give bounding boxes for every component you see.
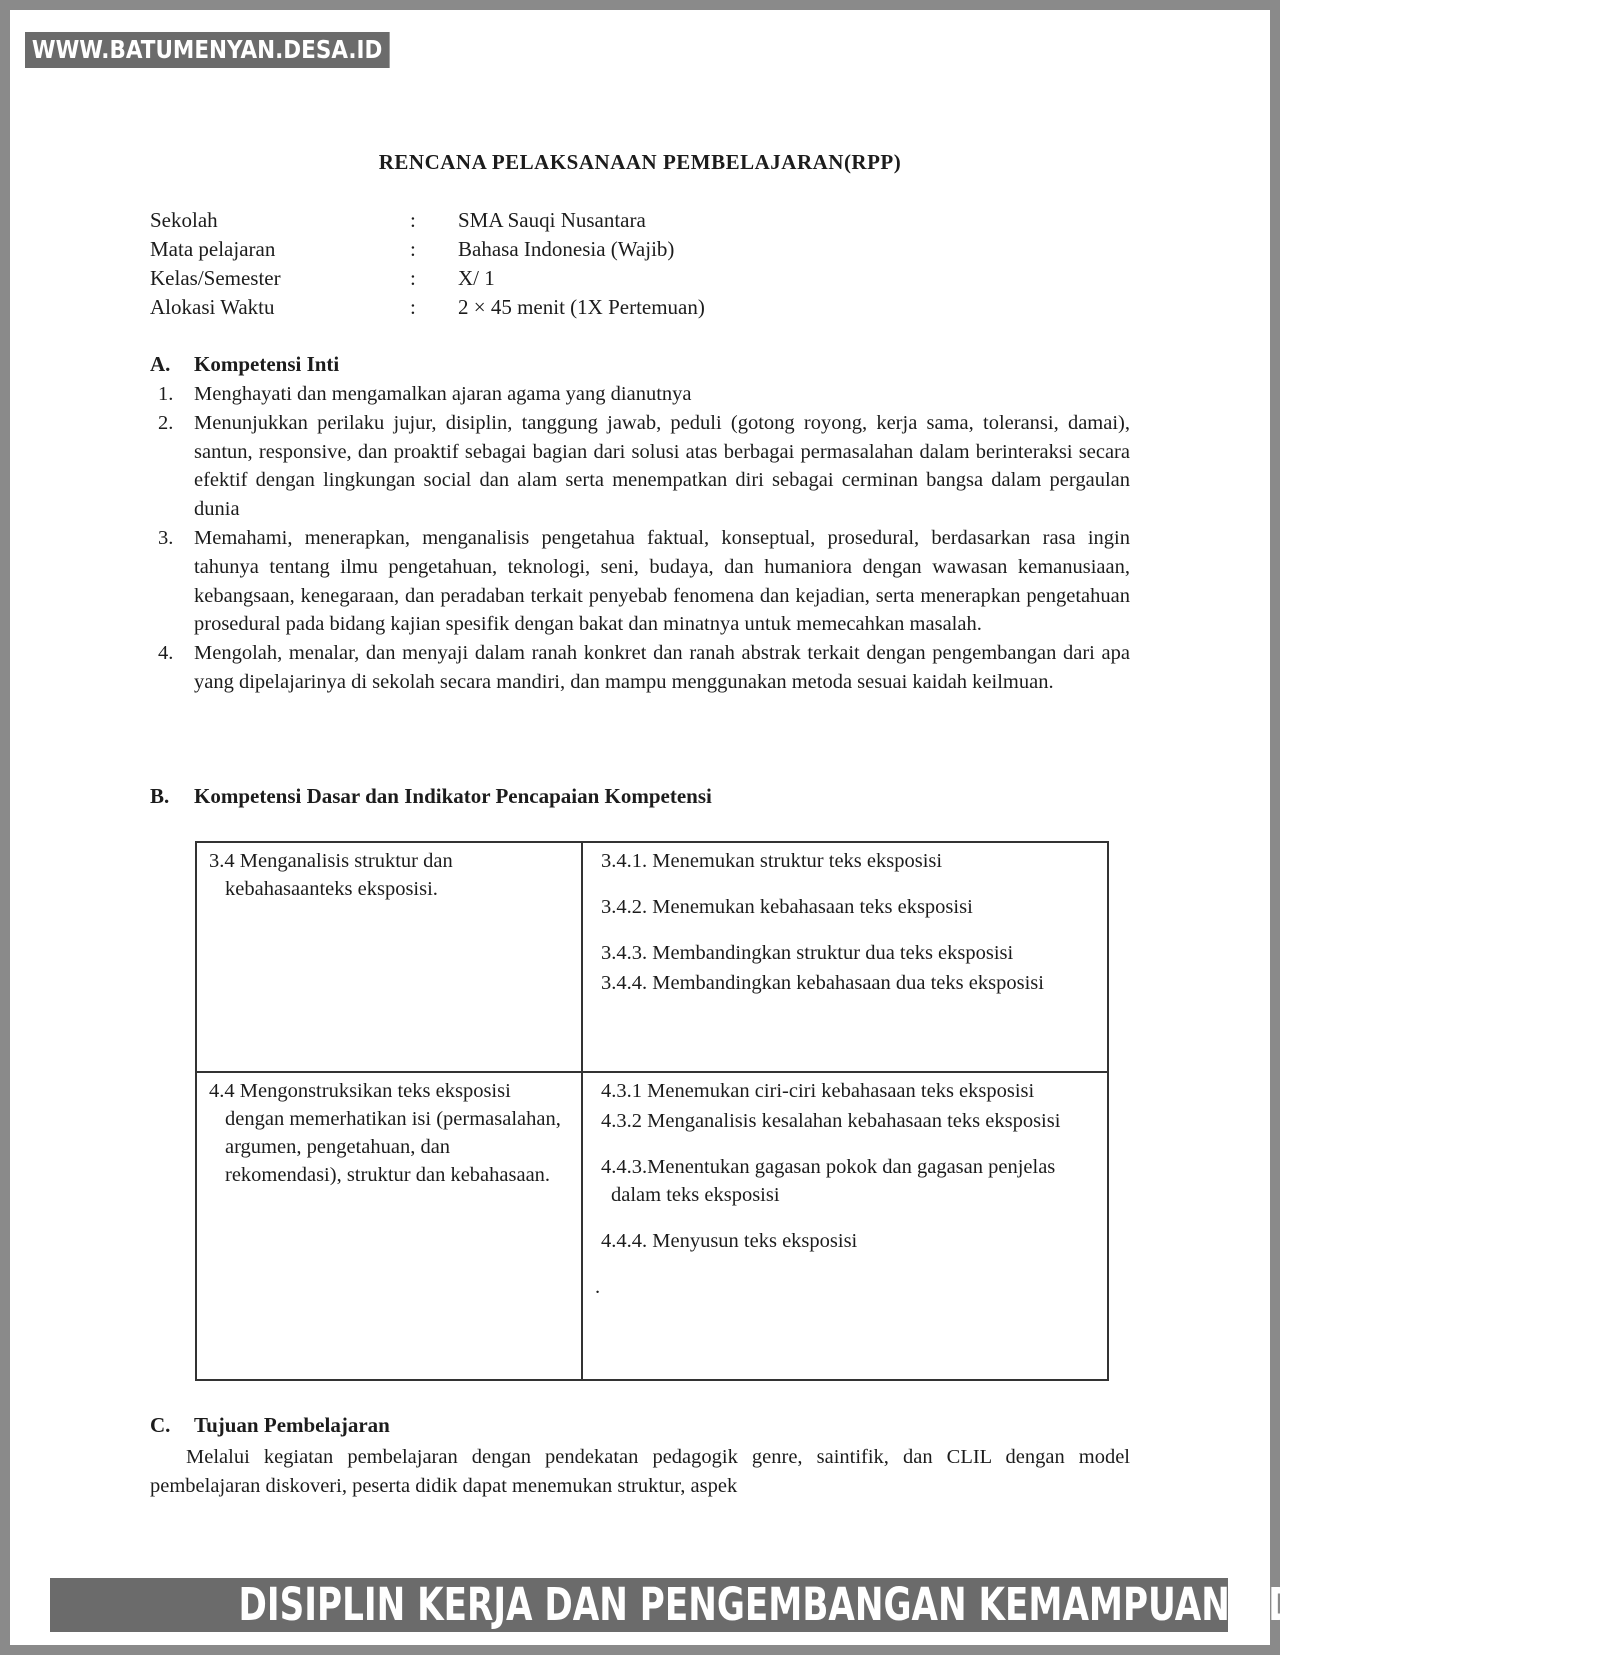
info-separator: : bbox=[410, 237, 416, 261]
info-value: SMA Sauqi Nusantara bbox=[458, 208, 646, 232]
indicator-item: 4.3.1 Menemukan ciri-ciri kebahasaan teks eksposisi bbox=[601, 1080, 1035, 1102]
info-separator: : bbox=[410, 266, 416, 290]
section-letter: A. bbox=[150, 352, 171, 376]
identity-block bbox=[150, 206, 705, 322]
section-a-heading bbox=[150, 352, 339, 377]
basic-competence-text: 3.4 Menganalisis struktur dan kebahasaanteks eksposisi. bbox=[209, 850, 453, 900]
section-c-heading bbox=[150, 1413, 390, 1438]
document-title: RENCANA PELAKSANAAN PEMBELAJARAN(RPP) bbox=[378, 150, 902, 174]
list-text: Mengolah, menalar, dan menyaji dalam ranah konkret dan ranah abstrak terkait dengan pengembangan dari apa yang dipelajarinya di sekolah secara mandiri, dan mampu menggunakan metoda sesuai kaidah keilmuan. bbox=[194, 642, 1130, 693]
info-label: Kelas/Semester bbox=[150, 266, 281, 290]
site-watermark: WWW.BATUMENYAN.DESA.ID bbox=[25, 32, 389, 68]
trailing-mark: . bbox=[595, 1276, 601, 1298]
section-title: Tujuan Pembelajaran bbox=[194, 1413, 390, 1437]
indicator-item: 4.3.2 Menganalisis kesalahan kebahasaan teks eksposisi bbox=[601, 1110, 1061, 1132]
section-letter: B. bbox=[150, 784, 170, 808]
section-b-heading bbox=[150, 784, 712, 809]
section-title: Kompetensi Dasar dan Indikator Pencapaian Kompetensi bbox=[194, 784, 712, 808]
info-row-class bbox=[150, 264, 705, 293]
caption-banner bbox=[50, 1578, 1433, 1632]
info-row-school bbox=[150, 206, 705, 235]
indicator-cell bbox=[582, 1072, 1108, 1380]
indicator-item: 4.4.3.Menentukan gagasan pokok dan gagasan penjelas dalam teks eksposisi bbox=[601, 1156, 1056, 1206]
basic-competence-cell bbox=[196, 1072, 582, 1380]
list-number: 1. bbox=[158, 383, 174, 405]
list-item bbox=[158, 524, 1130, 639]
info-row-time bbox=[150, 293, 705, 322]
basic-competence-text: 4.4 Mengonstruksikan teks eksposisi dengan memerhatikan isi (permasalahan, argumen, pengetahuan, dan rekomendasi), struktur dan kebahasaan. bbox=[209, 1080, 561, 1186]
competence-table bbox=[195, 841, 1109, 1381]
section-title: Kompetensi Inti bbox=[194, 352, 340, 376]
list-item bbox=[158, 380, 1130, 409]
indicator-cell bbox=[582, 842, 1108, 1072]
caption-text: DISIPLIN KERJA DAN PENGEMBANGAN KEMAMPUAN ADAPTASI bbox=[238, 1578, 1433, 1631]
indicator-item: 3.4.2. Menemukan kebahasaan teks eksposisi bbox=[601, 896, 973, 918]
table-row bbox=[196, 842, 1108, 1072]
indicator-item: 3.4.4. Membandingkan kebahasaan dua teks eksposisi bbox=[601, 972, 1044, 994]
info-separator: : bbox=[410, 295, 416, 319]
list-text: Menunjukkan perilaku jujur, disiplin, tanggung jawab, peduli (gotong royong, kerja sama, toleransi, damai), santun, responsive, dan proaktif sebagai bagian dari solusi atas berbagai permasalahan dalam berinteraksi secara efektif dengan lingkungan social dan alam serta menempatkan diri sebagai cerminan bangsa dalam pergaulan dunia bbox=[194, 411, 1130, 521]
core-competence-list bbox=[158, 380, 1130, 697]
info-value: 2 × 45 menit (1X Pertemuan) bbox=[458, 295, 705, 319]
list-number: 3. bbox=[158, 526, 174, 549]
indicator-item: 3.4.1. Menemukan struktur teks eksposisi bbox=[601, 850, 943, 872]
table-row bbox=[196, 1072, 1108, 1380]
list-text: Memahami, menerapkan, menganalisis pengetahua faktual, konseptual, prosedural, berdasarkan rasa ingin tahunya tentang ilmu pengetahuan, teknologi, seni, budaya, dan humaniora dengan wawasan kemanusiaan, kebangsaan, kenegaraan, dan peradaban terkait penyebab fenomena dan kejadian, serta menerapkan pengetahuan prosedural pada bidang kajian spesifik dengan bakat dan minatnya untuk memecahkan masalah. bbox=[194, 526, 1130, 636]
basic-competence-cell bbox=[196, 842, 582, 1072]
learning-objective-paragraph bbox=[150, 1443, 1130, 1501]
info-value: X/ 1 bbox=[458, 266, 495, 290]
list-number: 4. bbox=[158, 642, 174, 665]
info-label: Mata pelajaran bbox=[150, 237, 276, 261]
list-item bbox=[158, 639, 1130, 697]
list-number: 2. bbox=[158, 411, 174, 434]
info-label: Alokasi Waktu bbox=[150, 295, 275, 319]
indicator-item: 3.4.3. Membandingkan struktur dua teks eksposisi bbox=[601, 942, 1014, 964]
indicator-item: 4.4.4. Menyusun teks eksposisi bbox=[601, 1230, 858, 1252]
list-item bbox=[158, 409, 1130, 524]
info-value: Bahasa Indonesia (Wajib) bbox=[458, 237, 675, 261]
info-row-subject bbox=[150, 235, 705, 264]
info-separator: : bbox=[410, 208, 416, 232]
section-letter: C. bbox=[150, 1413, 171, 1437]
info-label: Sekolah bbox=[150, 208, 218, 232]
list-text: Menghayati dan mengamalkan ajaran agama yang dianutnya bbox=[194, 383, 692, 405]
paragraph-text: Melalui kegiatan pembelajaran dengan pendekatan pedagogik genre, saintifik, dan CLIL dengan model pembelajaran diskoveri, peserta didik dapat menemukan struktur, aspek bbox=[150, 1446, 1130, 1497]
